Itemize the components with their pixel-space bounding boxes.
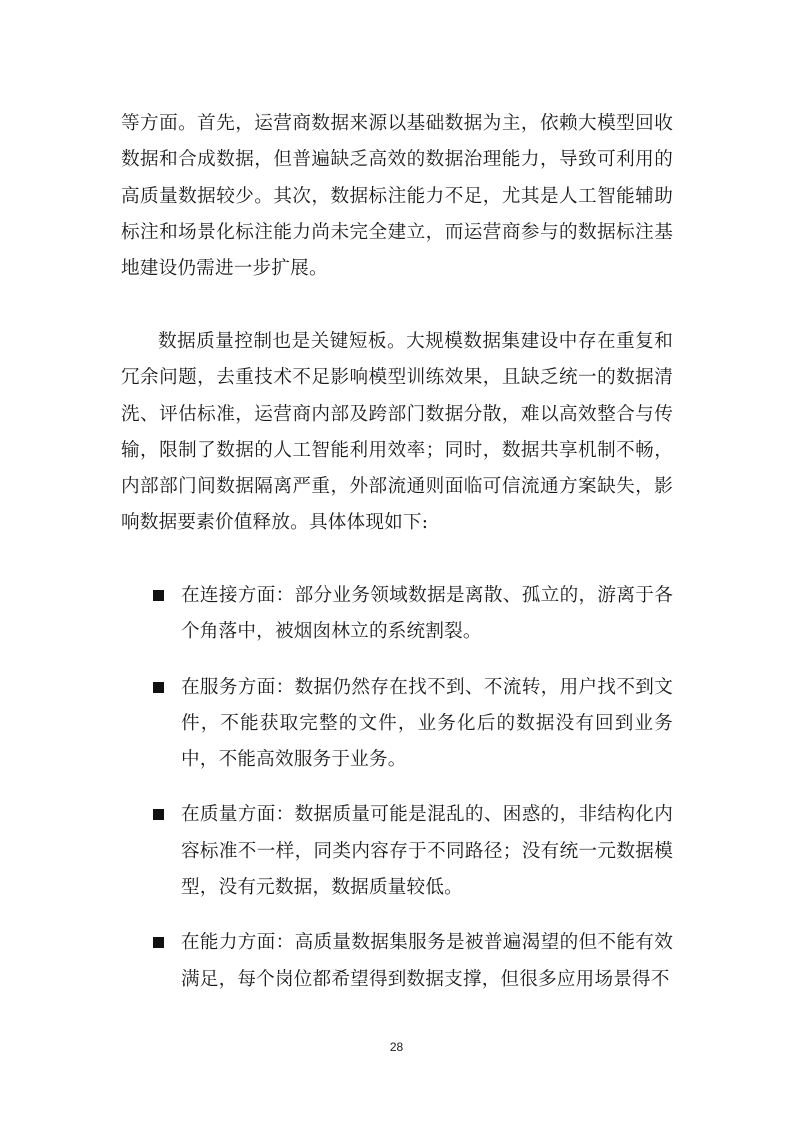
- body-paragraph: 等方面。首先，运营商数据来源以基础数据为主，依赖大模型回收数据和合成数据，但普遍缺乏高效的数据治理能力，导致可利用的高质量数据较少。其次，数据标注能力不足，尤其是人工智能辅助标注和场景化标注能力尚未完全建立，而运营商参与的数据标注基地建设仍需进一步扩展。: [121, 113, 673, 280]
- page-number: 28: [389, 1040, 404, 1054]
- bullet-list: [150, 578, 673, 1017]
- square-bullet-icon: [153, 809, 164, 820]
- square-bullet-icon: [153, 682, 164, 693]
- bullet-text: 在能力方面：高质量数据集服务是被普遍渴望的但不能有效满足，每个岗位都希望得到数据支撑，但很多应用场景得不: [181, 932, 673, 990]
- bullet-item: [150, 797, 673, 906]
- square-bullet-icon: [153, 937, 164, 948]
- bullet-text: 在质量方面：数据质量可能是混乱的、困惑的，非结构化内容标准不一样，同类内容存于不同路径；没有统一元数据模型，没有元数据，数据质量较低。: [181, 804, 673, 899]
- bullet-text: 在连接方面：部分业务领域数据是离散、孤立的，游离于各个角落中，被烟囱林立的系统割裂。: [181, 585, 673, 643]
- bullet-text: 在服务方面：数据仍然存在找不到、不流转，用户找不到文件，不能获取完整的文件，业务化后的数据没有回到业务中，不能高效服务于业务。: [181, 676, 673, 771]
- bullet-item: [150, 670, 673, 779]
- bullet-item: [150, 578, 673, 651]
- square-bullet-icon: [153, 590, 164, 601]
- bullet-item: [150, 925, 673, 998]
- body-paragraph: 数据质量控制也是关键短板。大规模数据集建设中存在重复和冗余问题，去重技术不足影响模型训练效果，且缺乏统一的数据清洗、评估标准，运营商内部及跨部门数据分散，难以高效整合与传输，限制了数据的人工智能利用效率；同时，数据共享机制不畅，内部部门间数据隔离严重，外部流通则面临可信流通方案缺失，影响数据要素价值释放。具体体现如下:: [121, 331, 673, 534]
